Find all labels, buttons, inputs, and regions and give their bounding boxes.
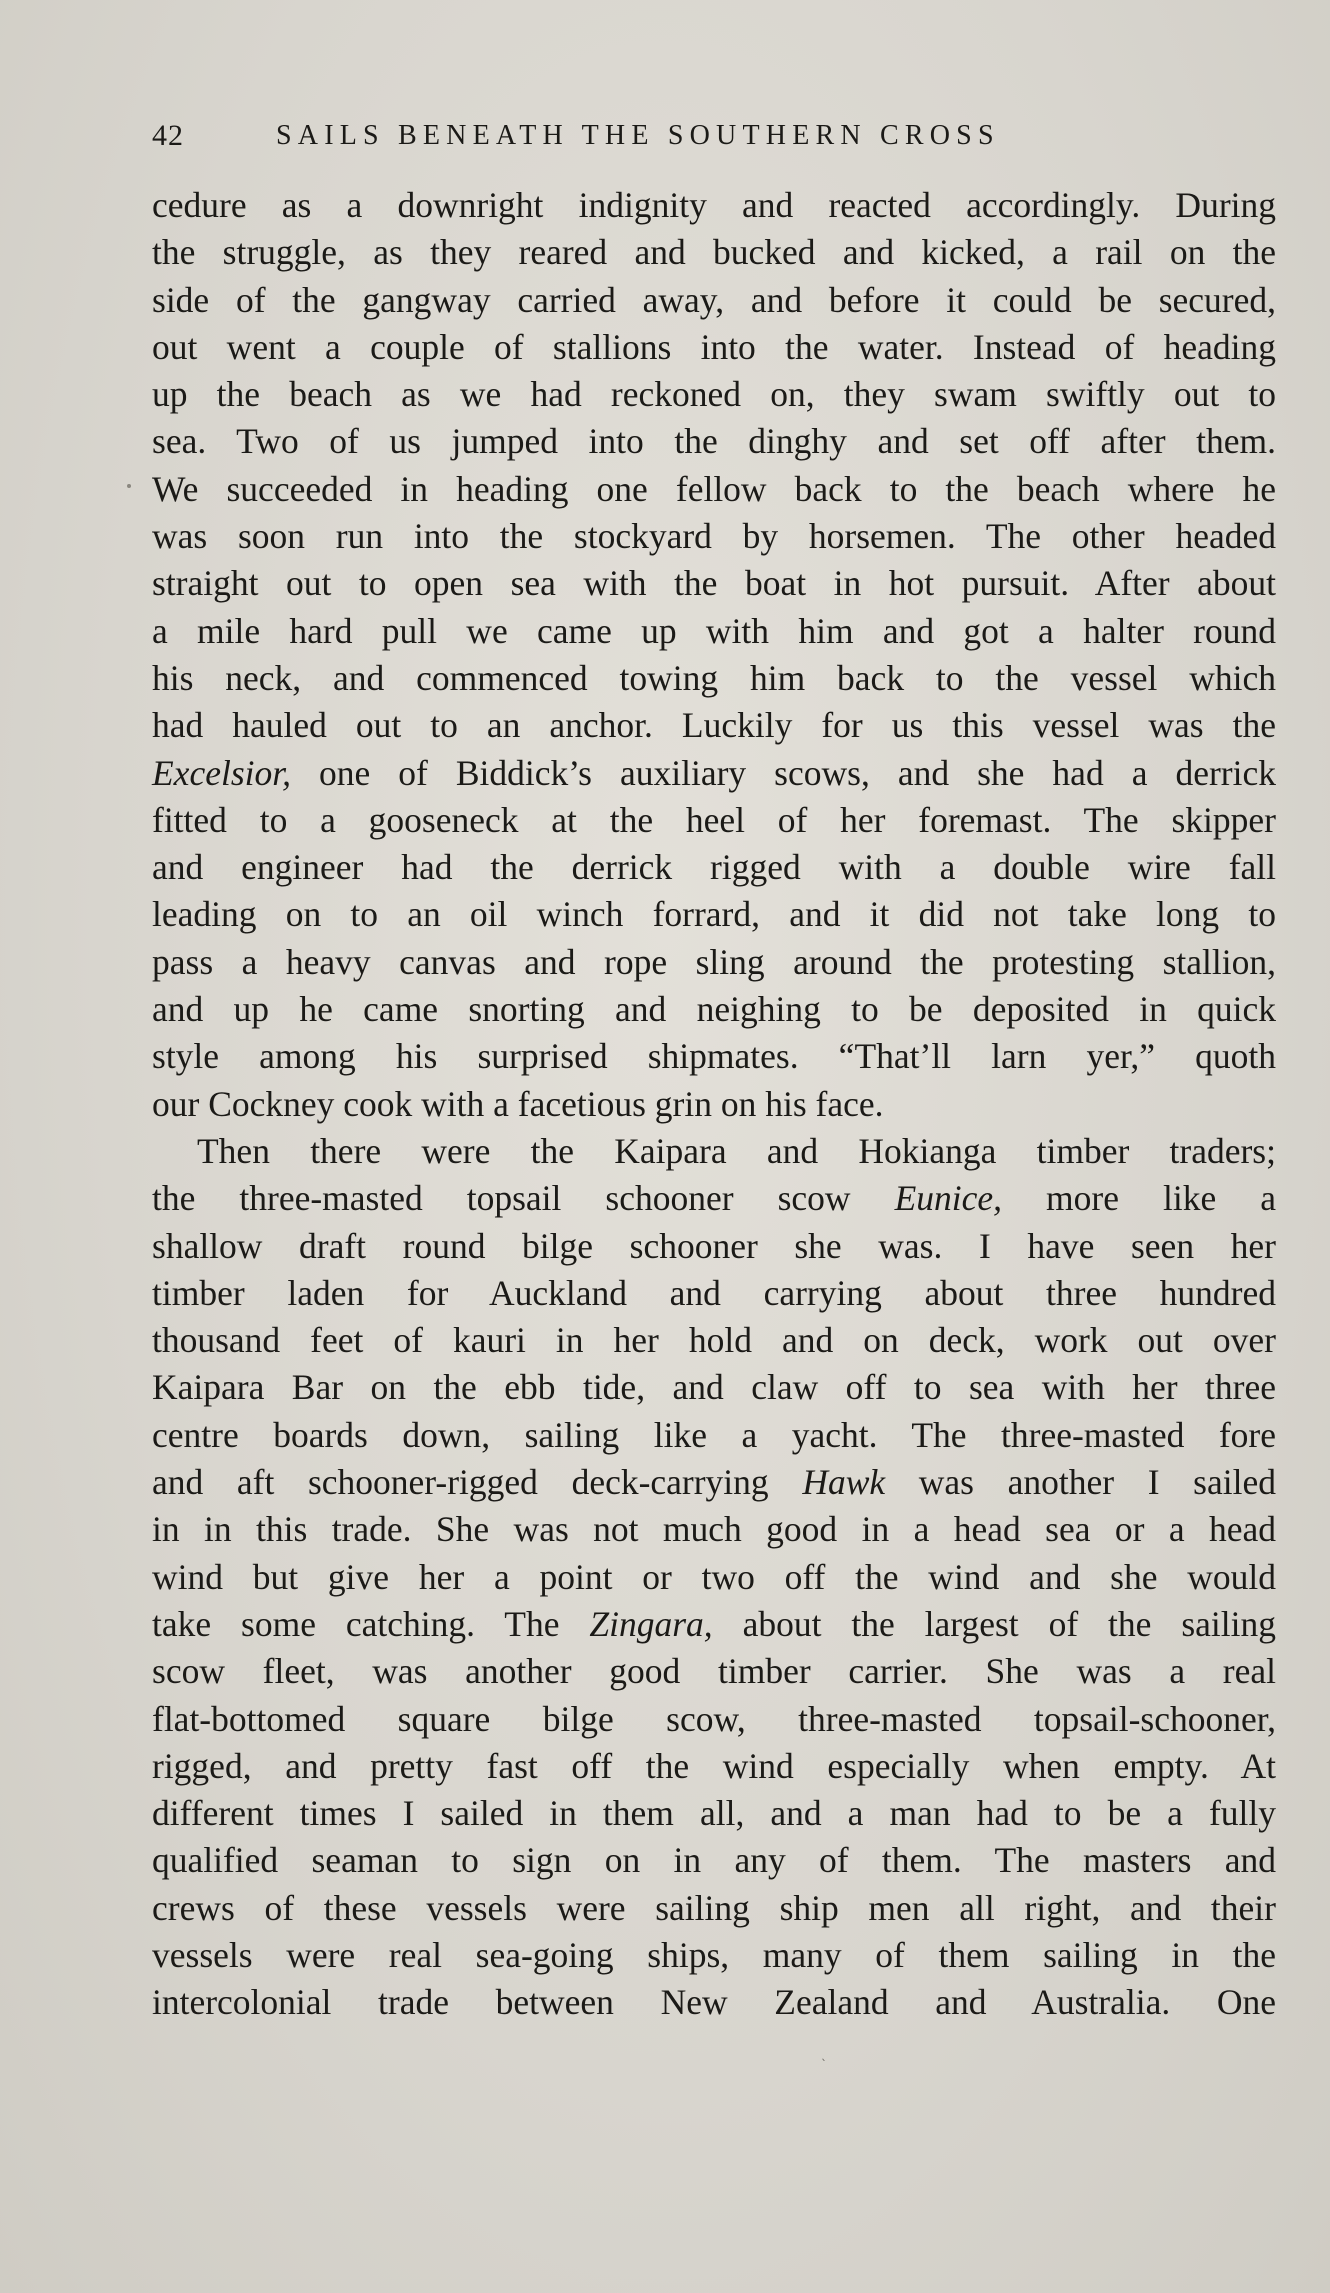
text-line: the struggle, as they reared and bucked and kicked, a rail on the [152,232,1276,273]
text-line: straight out to open sea with the boat in hot pursuit. After about [152,563,1276,604]
text-line: had hauled out to an anchor. Luckily for us this vessel was the [152,705,1276,746]
text-line: was soon run into the stockyard by horsemen. The other headed [152,516,1276,557]
text-line: qualified seaman to sign on in any of them. The masters and [152,1840,1276,1881]
text-line: wind but give her a point or two off the wind and she would [152,1556,1276,1597]
text-segment: take some catching. The [152,1603,590,1644]
page-number: 42 [152,119,184,152]
text-line: We succeeded in heading one fellow back to the beach where he [152,468,1276,509]
text-line: leading on to an oil winch forrard, and it did not take long to [152,894,1276,935]
text-line-with-italic [152,1175,1276,1222]
text-line: pass a heavy canvas and rope sling around the protesting stallion, [152,941,1276,982]
text-line: vessels were real sea-going ships, many of them sailing in the [152,1934,1276,1975]
text-line: out went a couple of stallions into the water. Instead of heading [152,326,1276,367]
text-line-with-italic [152,750,1276,797]
text-segment: and aft schooner-rigged deck-carrying [152,1462,803,1503]
running-title: SAILS BENEATH THE SOUTHERN CROSS [276,120,1000,151]
text-line: cedure as a downright indignity and reacted accordingly. During [152,185,1276,225]
text-line: side of the gangway carried away, and before it could be secured, [152,279,1276,320]
text-line: and engineer had the derrick rigged with a double wire fall [152,847,1276,888]
margin-speck [127,484,131,488]
text-segment: the three-masted topsail schooner scow [152,1178,895,1219]
text-line: crews of these vessels were sailing ship men all right, and their [152,1887,1276,1928]
text-line: flat-bottomed square bilge scow, three-masted topsail-schooner, [152,1698,1276,1739]
body-text [152,182,1276,2027]
text-line: thousand feet of kauri in her hold and on deck, work out over [152,1320,1276,1361]
text-line: in in this trade. She was not much good in a head sea or a head [152,1509,1276,1550]
text-line: up the beach as we had reckoned on, they swam swiftly out to [152,374,1276,415]
text-line: centre boards down, sailing like a yacht. The three-masted fore [152,1414,1276,1455]
ink-speck: ˎ [821,2047,827,2061]
text-segment: about the largest of the sailing [712,1603,1276,1644]
text-segment: more like a [1002,1178,1276,1219]
text-segment: one of Biddick’s auxiliary scows, and she had a derrick [291,752,1276,793]
text-line-with-italic [152,1601,1276,1648]
text-line-with-italic [152,1459,1276,1506]
paragraph-start-line: Then there were the Kaipara and Hokianga timber traders; [197,1130,1276,1171]
text-line: scow fleet, was another good timber carrier. She was a real [152,1651,1276,1692]
ship-name-italic: Excelsior, [152,752,292,793]
text-segment: was another I sailed [885,1462,1276,1503]
ship-name-italic: Hawk [802,1462,886,1503]
running-head [152,110,1232,162]
text-line: shallow draft round bilge schooner she was. I have seen her [152,1225,1276,1266]
text-line: sea. Two of us jumped into the dinghy and set off after them. [152,421,1276,462]
text-line: fitted to a gooseneck at the heel of her foremast. The skipper [152,799,1276,840]
text-line: different times I sailed in them all, and a man had to be a fully [152,1793,1276,1834]
ship-name-italic: Eunice, [894,1178,1002,1219]
text-line: style among his surprised shipmates. “That’ll larn yer,” quoth [152,1036,1276,1077]
text-line: intercolonial trade between New Zealand and Australia. One [152,1982,1276,2023]
text-line: his neck, and commenced towing him back to the vessel which [152,657,1276,698]
text-line: Kaipara Bar on the ebb tide, and claw off to sea with her three [152,1367,1276,1408]
text-line: rigged, and pretty fast off the wind especially when empty. At [152,1745,1276,1786]
text-line: a mile hard pull we came up with him and got a halter round [152,610,1276,651]
paragraph-end-line: our Cockney cook with a facetious grin on his face. [152,1083,884,1124]
text-line: and up he came snorting and neighing to be deposited in quick [152,989,1276,1030]
ship-name-italic: Zingara, [589,1603,713,1644]
text-line: timber laden for Auckland and carrying about three hundred [152,1272,1276,1313]
